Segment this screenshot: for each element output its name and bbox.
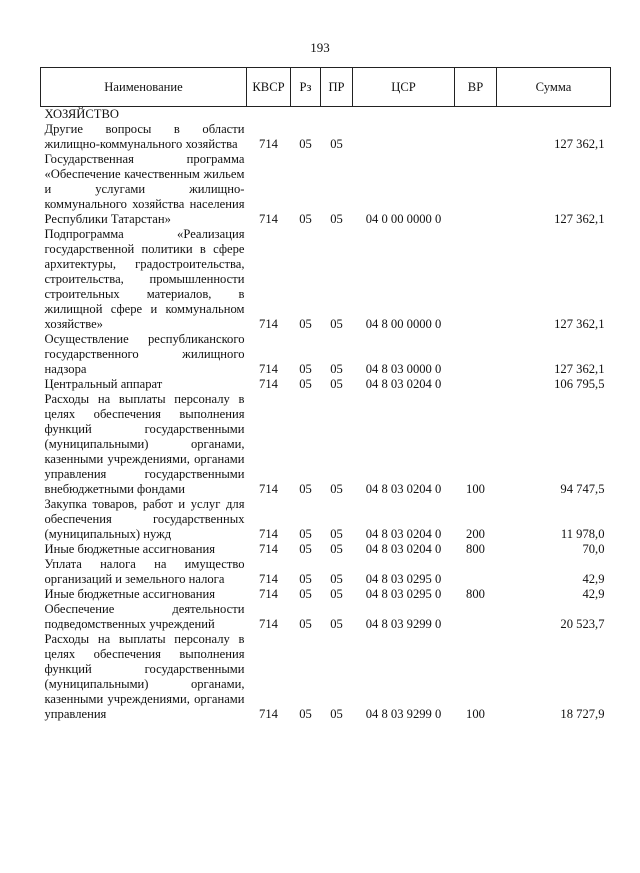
row-vr [455,557,497,587]
row-kvsr: 714 [259,377,278,391]
row-vr: 800 [466,542,485,556]
header-rz: Рз [291,68,321,107]
table-row [41,107,611,123]
table-row [41,497,611,542]
row-csr [353,122,455,152]
row-csr: 04 8 03 0295 0 [365,572,442,586]
row-pr: 05 [330,377,343,391]
row-name: Центральный аппарат [44,377,163,391]
row-rz: 05 [299,587,312,601]
row-csr: 04 8 03 0295 0 [365,587,442,601]
row-pr: 05 [330,137,343,151]
row-csr: 04 0 00 0000 0 [365,212,442,226]
row-sum: 127 362,1 [554,362,605,376]
row-sum: 106 795,5 [554,377,605,391]
row-name: Осуществление республиканского государственного жилищного надзора [44,332,245,376]
row-kvsr: 714 [259,482,278,496]
row-pr: 05 [330,572,343,586]
row-kvsr: 714 [259,362,278,376]
row-vr: 200 [466,527,485,541]
table-row [41,557,611,587]
row-kvsr [247,107,291,123]
row-kvsr: 714 [259,212,278,226]
header-pr: ПР [321,68,353,107]
row-rz: 05 [299,482,312,496]
row-rz: 05 [299,137,312,151]
row-name: Расходы на выплаты персоналу в целях обеспечения выполнения функций государственными (муниципальными) органами, казенными учреждениями, органами управления [44,632,245,721]
row-name: ХОЗЯЙСТВО [44,107,119,121]
header-sum: Сумма [497,68,611,107]
row-csr: 04 8 03 9299 0 [365,707,442,721]
table-row [41,632,611,722]
row-sum: 94 747,5 [560,482,605,496]
row-vr: 100 [466,482,485,496]
page-number: 193 [310,40,330,55]
row-csr: 04 8 00 0000 0 [365,317,442,331]
row-name: Уплата налога на имущество организаций и земельного налога [44,557,245,586]
row-vr: 100 [466,707,485,721]
table-row [41,587,611,602]
row-csr: 04 8 03 0204 0 [365,527,442,541]
row-name: Расходы на выплаты персоналу в целях обеспечения выполнения функций государственными (муниципальными) органами, казенными учреждениями, органами управления государственными внебюджетными фондами [44,392,245,496]
row-rz: 05 [299,572,312,586]
table-row [41,377,611,392]
row-pr: 05 [330,542,343,556]
row-pr: 05 [330,482,343,496]
row-csr [353,107,455,123]
row-sum: 42,9 [582,572,605,586]
row-kvsr: 714 [259,317,278,331]
row-name: Обеспечение деятельности подведомственных учреждений [44,602,245,631]
row-vr [455,332,497,377]
row-rz: 05 [299,377,312,391]
row-name: Другие вопросы в области жилищно-коммунального хозяйства [44,122,245,151]
row-sum: 20 523,7 [560,617,605,631]
row-sum [497,107,611,123]
table-row [41,152,611,227]
row-kvsr: 714 [259,572,278,586]
table-row [41,602,611,632]
row-pr: 05 [330,617,343,631]
row-pr: 05 [330,362,343,376]
row-sum: 127 362,1 [554,212,605,226]
row-name: Иные бюджетные ассигнования [44,587,216,601]
header-csr: ЦСР [353,68,455,107]
row-vr [455,107,497,123]
row-sum: 18 727,9 [560,707,605,721]
table-row [41,392,611,497]
row-csr: 04 8 03 0204 0 [365,542,442,556]
row-sum: 42,9 [582,587,605,601]
row-pr: 05 [330,527,343,541]
row-vr [455,122,497,152]
row-pr: 05 [330,212,343,226]
row-rz: 05 [299,542,312,556]
row-pr: 05 [330,707,343,721]
row-rz: 05 [299,707,312,721]
row-rz: 05 [299,527,312,541]
row-rz: 05 [299,212,312,226]
header-kvsr: КВСР [247,68,291,107]
row-name: Подпрограмма «Реализация государственной политики в сфере архитектуры, градостроительства, строительства, промышленности строительных материалов, в жилищной сфере и коммунальном хозяйстве» [44,227,245,331]
row-vr [455,377,497,392]
row-pr: 05 [330,317,343,331]
row-sum: 127 362,1 [554,317,605,331]
row-rz [291,107,321,123]
header-name: Наименование [41,68,247,107]
row-vr [455,602,497,632]
row-pr [321,107,353,123]
row-name: Государственная программа «Обеспечение качественным жильем и услугами жилищно-коммунального хозяйства населения Республики Татарстан» [44,152,245,226]
table-row [41,542,611,557]
row-kvsr: 714 [259,137,278,151]
row-kvsr: 714 [259,527,278,541]
row-sum: 70,0 [582,542,605,556]
row-pr: 05 [330,587,343,601]
row-name: Иные бюджетные ассигнования [44,542,216,556]
row-csr: 04 8 03 0000 0 [365,362,442,376]
row-csr: 04 8 03 0204 0 [365,377,442,391]
row-csr: 04 8 03 9299 0 [365,617,442,631]
row-kvsr: 714 [259,542,278,556]
row-rz: 05 [299,362,312,376]
budget-table [40,67,611,722]
row-kvsr: 714 [259,617,278,631]
row-vr: 800 [466,587,485,601]
header-vr: ВР [455,68,497,107]
table-body [41,107,611,723]
row-vr [455,227,497,332]
row-sum: 127 362,1 [554,137,605,151]
table-row [41,227,611,332]
row-sum: 11 978,0 [560,527,605,541]
table-header [41,68,611,107]
row-rz: 05 [299,617,312,631]
row-name: Закупка товаров, работ и услуг для обеспечения государственных (муниципальных) нужд [44,497,245,541]
row-kvsr: 714 [259,707,278,721]
row-vr [455,152,497,227]
row-kvsr: 714 [259,587,278,601]
table-row [41,122,611,152]
table-row [41,332,611,377]
row-rz: 05 [299,317,312,331]
row-csr: 04 8 03 0204 0 [365,482,442,496]
